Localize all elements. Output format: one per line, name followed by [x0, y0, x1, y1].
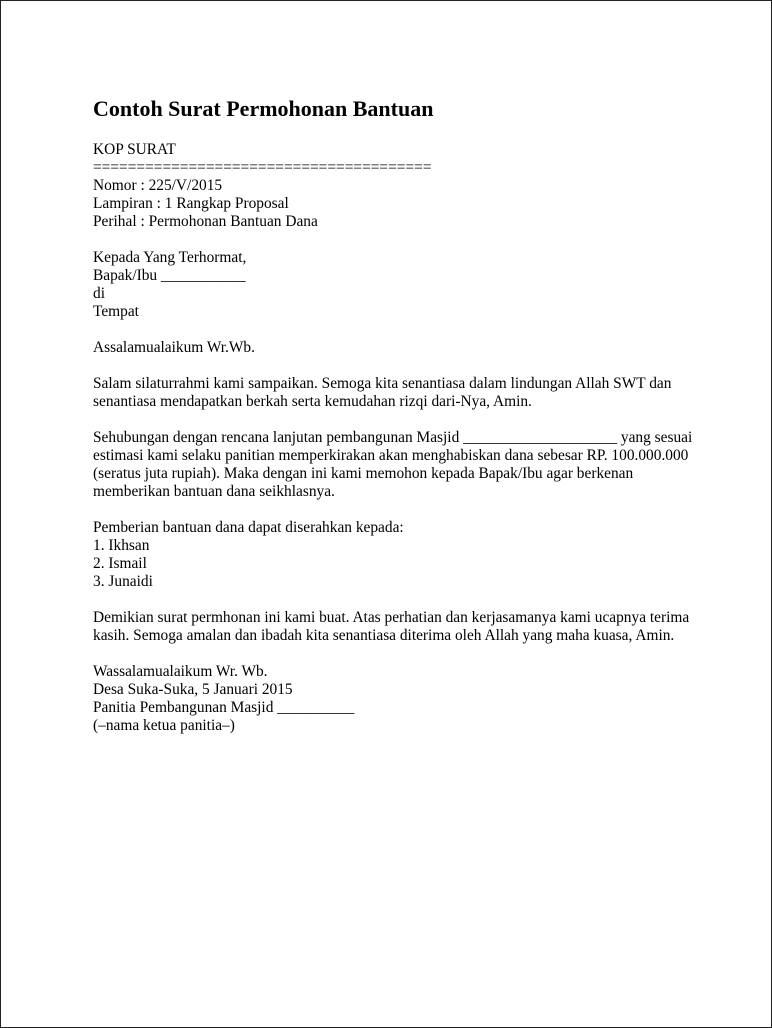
- header-separator: =======================================: [93, 159, 432, 176]
- recipient-line: Kepada Yang Terhormat,: [93, 249, 247, 266]
- spacer: [93, 321, 713, 339]
- paragraph-line: Sehubungan dengan rencana lanjutan pembangunan Masjid ____________________ yang sesuai: [93, 429, 693, 446]
- letter-subject: Perihal : Permohonan Bantuan Dana: [93, 213, 318, 230]
- paragraph-line: Salam silaturrahmi kami sampaikan. Semoga kita senantiasa dalam lindungan Allah SWT dan: [93, 375, 672, 392]
- list-item: 2. Ismail: [93, 555, 147, 572]
- paragraph-line: Demikian surat permhonan ini kami buat. Atas perhatian dan kerjasamanya kami ucapnya terima: [93, 609, 690, 626]
- paragraph-greeting: [93, 375, 713, 411]
- place-date: Desa Suka-Suka, 5 Januari 2015: [93, 681, 293, 698]
- paragraph-line: senantiasa mendapatkan berkah serta kemudahan rizqi dari-Nya, Amin.: [93, 393, 532, 410]
- spacer: [93, 411, 713, 429]
- letter-header: [93, 141, 713, 231]
- spacer: [93, 591, 713, 609]
- chairman-name: (–nama ketua panitia–): [93, 717, 235, 734]
- letter-body: [93, 95, 713, 735]
- donation-recipients: [93, 519, 713, 591]
- paragraph-line: memberikan bantuan dana seikhlasnya.: [93, 483, 335, 500]
- spacer: [93, 501, 713, 519]
- opening-greeting: Assalamualaikum Wr.Wb.: [93, 339, 255, 356]
- spacer: [93, 357, 713, 375]
- signoff-block: [93, 663, 713, 735]
- list-item: 1. Ikhsan: [93, 537, 150, 554]
- recipient-line: Bapak/Ibu ___________: [93, 267, 246, 284]
- spacer: [93, 645, 713, 663]
- spacer: [93, 231, 713, 249]
- closing-salam: Wassalamualaikum Wr. Wb.: [93, 663, 268, 680]
- letter-number: Nomor : 225/V/2015: [93, 177, 223, 194]
- committee-name: Panitia Pembangunan Masjid __________: [93, 699, 355, 716]
- paragraph-line: kasih. Semoga amalan dan ibadah kita senantiasa diterima oleh Allah yang maha kuasa, Amin.: [93, 627, 675, 644]
- paragraph-closing: [93, 609, 713, 645]
- recipient-line: di: [93, 285, 105, 302]
- kop-surat: KOP SURAT: [93, 141, 176, 158]
- recipient-block: [93, 249, 713, 321]
- paragraph-line: (seratus juta rupiah). Maka dengan ini kami memohon kepada Bapak/Ibu agar berkenan: [93, 465, 634, 482]
- recipient-line: Tempat: [93, 303, 139, 320]
- paragraph-line: estimasi kami selaku panitian memperkirakan akan menghabiskan dana sebesar RP. 100.000.000: [93, 447, 689, 464]
- paragraph-request: [93, 429, 713, 501]
- recipients-intro: Pemberian bantuan dana dapat diserahkan kepada:: [93, 519, 404, 536]
- list-item: 3. Junaidi: [93, 573, 153, 590]
- letter-attachment: Lampiran : 1 Rangkap Proposal: [93, 195, 289, 212]
- document-title: Contoh Surat Permohonan Bantuan: [93, 96, 434, 121]
